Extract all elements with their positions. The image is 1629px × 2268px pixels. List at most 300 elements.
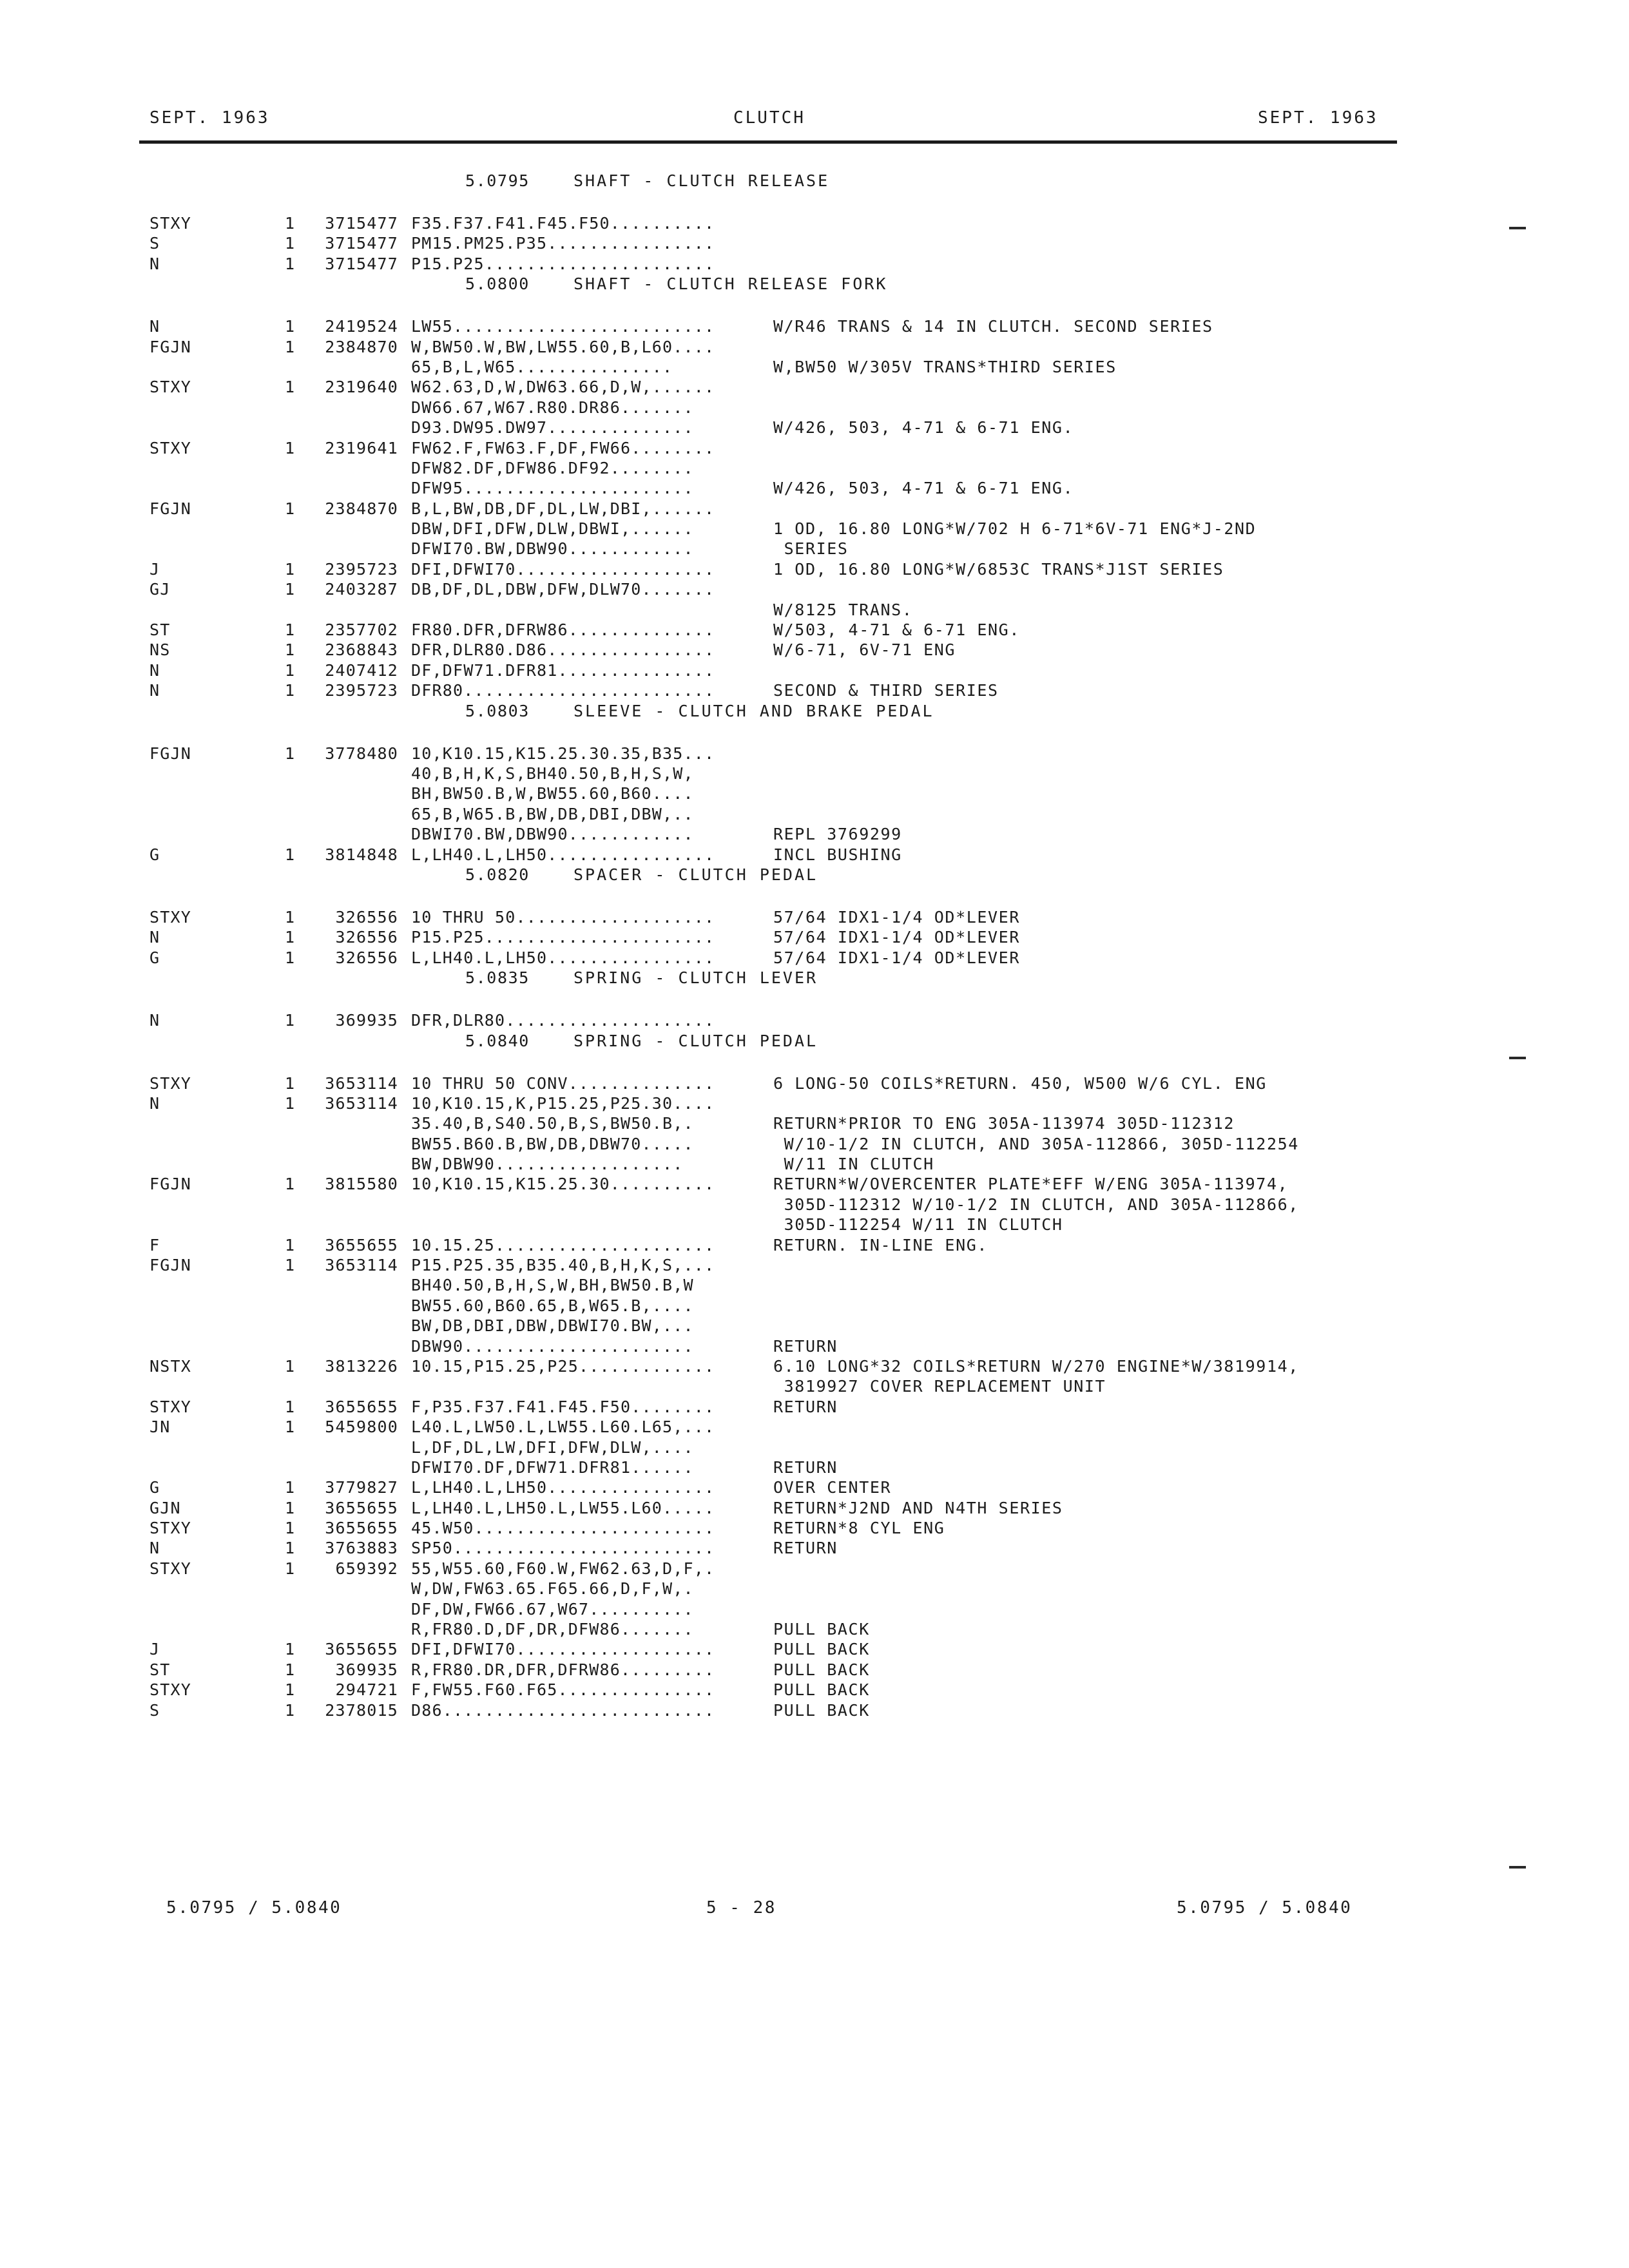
model-list: DFR,DLR80.D86................	[411, 640, 715, 660]
model-list: 10,K10.15,K,P15.25,P25.30....	[411, 1093, 715, 1113]
quantity: 1	[285, 214, 296, 233]
part-number: 369935	[335, 1660, 398, 1679]
footer-range-left: 5.0795 / 5.0840	[166, 1898, 342, 1917]
part-number: 3778480	[325, 744, 398, 763]
part-row	[149, 1417, 1438, 1437]
quantity: 1	[285, 640, 296, 660]
part-row	[149, 539, 1438, 559]
part-number: 2357702	[325, 620, 398, 640]
part-number: 3655655	[325, 1498, 398, 1517]
part-row	[149, 418, 1438, 437]
model-code: STXY	[149, 1559, 192, 1578]
model-code: NS	[149, 640, 171, 660]
part-row	[149, 927, 1438, 947]
catalog-section	[149, 968, 1438, 1030]
remarks: REPL 3769299	[773, 825, 902, 844]
remarks: PULL BACK	[773, 1660, 870, 1679]
part-row	[149, 559, 1438, 579]
remarks: 305D-112254 W/11 IN CLUTCH	[773, 1215, 1063, 1235]
model-list: DFI,DFWI70...................	[411, 1640, 715, 1659]
part-number: 294721	[335, 1680, 398, 1700]
model-code: N	[149, 681, 160, 700]
quantity: 1	[285, 681, 296, 700]
part-row	[149, 1235, 1438, 1255]
part-row	[149, 1397, 1438, 1417]
part-row	[149, 579, 1438, 599]
part-number: 369935	[335, 1011, 398, 1030]
model-list: BW,DBW90..................	[411, 1155, 684, 1174]
remarks: RETURN*PRIOR TO ENG 305A-113974 305D-112312	[773, 1114, 1235, 1133]
part-number: 3655655	[325, 1519, 398, 1538]
model-list: BW,DB,DBI,DBW,DBWI70.BW,...	[411, 1316, 694, 1336]
quantity: 1	[285, 1418, 296, 1437]
model-list: LW55.........................	[411, 317, 715, 336]
part-row	[149, 1639, 1438, 1659]
quantity: 1	[285, 1478, 296, 1497]
part-number: 3715477	[325, 214, 398, 233]
part-row	[149, 1296, 1438, 1316]
section-heading	[149, 968, 1438, 1006]
remarks: 57/64 IDX1-1/4 OD*LEVER	[773, 948, 1020, 967]
model-code: STXY	[149, 214, 192, 233]
model-list: L,DF,DL,LW,DFI,DFW,DLW,....	[411, 1437, 694, 1457]
section-heading	[149, 701, 1438, 740]
remarks: W/426, 503, 4-71 & 6-71 ENG.	[773, 479, 1074, 498]
part-row	[149, 1660, 1438, 1680]
part-row	[149, 1457, 1438, 1477]
model-list: FR80.DFR,DFRW86..............	[411, 620, 715, 640]
part-number: 3715477	[325, 254, 398, 273]
quantity: 1	[285, 845, 296, 864]
section-number: 5.0803	[465, 701, 530, 720]
quantity: 1	[285, 1660, 296, 1679]
part-number: 3763883	[325, 1539, 398, 1558]
part-row	[149, 660, 1438, 680]
model-code: ST	[149, 620, 171, 640]
model-code: STXY	[149, 1680, 192, 1700]
part-row	[149, 1619, 1438, 1639]
part-row	[149, 804, 1438, 824]
model-code: N	[149, 1093, 160, 1113]
part-row	[149, 1073, 1438, 1093]
section-number: 5.0835	[465, 968, 530, 988]
part-row	[149, 680, 1438, 700]
model-list: BW55.B60.B,BW,DB,DBW70.....	[411, 1134, 694, 1153]
remarks: W/426, 503, 4-71 & 6-71 ENG.	[773, 418, 1074, 437]
part-row	[149, 458, 1438, 478]
model-code: FGJN	[149, 337, 192, 356]
model-list: 10 THRU 50...................	[411, 907, 715, 927]
model-code: GJ	[149, 580, 171, 599]
header-rule	[139, 140, 1397, 144]
part-row	[149, 1579, 1438, 1599]
catalog-section	[149, 701, 1438, 865]
model-list: DFWI70.BW,DBW90............	[411, 539, 694, 559]
section-title-text: SHAFT - CLUTCH RELEASE	[574, 171, 830, 190]
part-row	[149, 1113, 1438, 1133]
model-list: BW55.60,B60.65,B,W65.B,....	[411, 1296, 694, 1315]
part-number: 3813226	[325, 1356, 398, 1376]
model-code: N	[149, 928, 160, 947]
part-number: 3655655	[325, 1235, 398, 1254]
model-code: N	[149, 1011, 160, 1030]
part-number: 5459800	[325, 1418, 398, 1437]
quantity: 1	[285, 948, 296, 967]
part-row	[149, 519, 1438, 539]
model-list: 10 THRU 50 CONV..............	[411, 1073, 715, 1093]
model-list: 10.15,P15.25,P25.............	[411, 1356, 715, 1376]
model-code: FGJN	[149, 1175, 192, 1194]
model-list: 10,K10.15,K15.25.30..........	[411, 1175, 715, 1194]
model-list: DFW82.DF,DFW86.DF92........	[411, 458, 694, 477]
part-row	[149, 1599, 1438, 1619]
part-row	[149, 1215, 1438, 1235]
model-code: J	[149, 559, 160, 579]
section-heading	[149, 274, 1438, 312]
remarks: INCL BUSHING	[773, 845, 902, 864]
part-number: 326556	[335, 948, 398, 967]
part-row	[149, 1316, 1438, 1336]
model-list: DFI,DFWI70...................	[411, 559, 715, 579]
part-row	[149, 357, 1438, 377]
part-row	[149, 438, 1438, 458]
part-row	[149, 1437, 1438, 1457]
model-list: P15.P25......................	[411, 928, 715, 947]
remarks: 1 OD, 16.80 LONG*W/702 H 6-71*6V-71 ENG*J-2ND	[773, 519, 1257, 539]
part-row	[149, 1356, 1438, 1376]
catalog-section	[149, 274, 1438, 700]
model-code: STXY	[149, 1397, 192, 1416]
part-number: 2384870	[325, 337, 398, 356]
remarks: PULL BACK	[773, 1700, 870, 1720]
model-list: W62.63,D,W,DW63.66,D,W,......	[411, 378, 715, 397]
margin-mark	[1509, 1057, 1526, 1059]
model-list: FW62.F,FW63.F,DF,FW66........	[411, 438, 715, 457]
quantity: 1	[285, 907, 296, 927]
part-row	[149, 1538, 1438, 1558]
model-list: DF,DFW71.DFR81...............	[411, 660, 715, 680]
part-number: 326556	[335, 928, 398, 947]
model-list: W,BW50.W,BW,LW55.60,B,L60....	[411, 337, 715, 356]
model-list: DF,DW,FW66.67,W67..........	[411, 1599, 694, 1619]
model-code: FGJN	[149, 744, 192, 763]
quantity: 1	[285, 1093, 296, 1113]
remarks: W/6-71, 6V-71 ENG	[773, 640, 956, 660]
part-row	[149, 1174, 1438, 1194]
part-row	[149, 1093, 1438, 1113]
part-row	[149, 398, 1438, 418]
remarks: RETURN*W/OVERCENTER PLATE*EFF W/ENG 305A-113974,	[773, 1175, 1289, 1194]
quantity: 1	[285, 1256, 296, 1275]
quantity: 1	[285, 1640, 296, 1659]
model-list: B,L,BW,DB,DF,DL,LW,DBI,......	[411, 499, 715, 518]
model-list: R,FR80.D,DF,DR,DFW86.......	[411, 1620, 694, 1639]
model-code: STXY	[149, 378, 192, 397]
model-code: ST	[149, 1660, 171, 1679]
model-list: W,DW,FW63.65.F65.66,D,F,W,.	[411, 1579, 694, 1599]
model-list: F35.F37.F41.F45.F50..........	[411, 214, 715, 233]
model-list: P15.P25.35,B35.40,B,H,K,S,...	[411, 1256, 715, 1275]
part-number: 2384870	[325, 499, 398, 518]
part-row	[149, 744, 1438, 764]
quantity: 1	[285, 499, 296, 518]
part-row	[149, 1154, 1438, 1174]
model-list: 55,W55.60,F60.W,FW62.63,D,F,.	[411, 1559, 715, 1578]
remarks: PULL BACK	[773, 1620, 870, 1639]
model-code: G	[149, 845, 160, 864]
footer-range-right: 5.0795 / 5.0840	[1177, 1898, 1353, 1917]
margin-mark	[1509, 227, 1526, 229]
part-row	[149, 254, 1438, 274]
quantity: 1	[285, 1700, 296, 1720]
model-code: N	[149, 254, 160, 273]
quantity: 1	[285, 254, 296, 273]
quantity: 1	[285, 1498, 296, 1517]
quantity: 1	[285, 580, 296, 599]
model-list: DBW,DFI,DFW,DLW,DBWI,......	[411, 519, 694, 539]
model-list: 40,B,H,K,S,BH40.50,B,H,S,W,	[411, 764, 694, 783]
model-code: STXY	[149, 1519, 192, 1538]
model-code: FGJN	[149, 499, 192, 518]
quantity: 1	[285, 378, 296, 397]
part-row	[149, 1134, 1438, 1154]
part-number: 2403287	[325, 580, 398, 599]
part-number: 2419524	[325, 317, 398, 336]
model-list: L,LH40.L,LH50................	[411, 1478, 715, 1497]
part-row	[149, 1518, 1438, 1538]
quantity: 1	[285, 1356, 296, 1376]
quantity: 1	[285, 559, 296, 579]
part-row	[149, 1700, 1438, 1720]
part-number: 2378015	[325, 1700, 398, 1720]
model-list: D93.DW95.DW97..............	[411, 418, 694, 437]
quantity: 1	[285, 1539, 296, 1558]
quantity: 1	[285, 1559, 296, 1578]
model-code: S	[149, 1700, 160, 1720]
part-row	[149, 640, 1438, 660]
part-number: 3653114	[325, 1093, 398, 1113]
header-title: CLUTCH	[733, 108, 805, 128]
part-number: 3715477	[325, 234, 398, 253]
model-code: STXY	[149, 907, 192, 927]
quantity: 1	[285, 1397, 296, 1416]
quantity: 1	[285, 1519, 296, 1538]
model-code: G	[149, 948, 160, 967]
part-row	[149, 1275, 1438, 1295]
remarks: SERIES	[773, 539, 849, 559]
remarks: RETURN*8 CYL ENG	[773, 1519, 945, 1538]
model-list: P15.P25......................	[411, 254, 715, 273]
section-heading	[149, 865, 1438, 903]
model-list: 45.W50.......................	[411, 1519, 715, 1538]
part-number: 2319641	[325, 438, 398, 457]
part-row	[149, 1498, 1438, 1518]
model-code: JN	[149, 1418, 171, 1437]
model-list: L40.L,LW50.L,LW55.L60.L65,...	[411, 1418, 715, 1437]
part-number: 2407412	[325, 660, 398, 680]
remarks: 3819927 COVER REPLACEMENT UNIT	[773, 1377, 1106, 1396]
quantity: 1	[285, 660, 296, 680]
remarks: 1 OD, 16.80 LONG*W/6853C TRANS*J1ST SERIES	[773, 559, 1224, 579]
remarks: W/10-1/2 IN CLUTCH, AND 305A-112866, 305D-112254	[773, 1134, 1299, 1153]
model-code: NSTX	[149, 1356, 192, 1376]
remarks: W,BW50 W/305V TRANS*THIRD SERIES	[773, 357, 1117, 376]
model-list: F,P35.F37.F41.F45.F50........	[411, 1397, 715, 1416]
model-list: DW66.67,W67.R80.DR86.......	[411, 398, 694, 417]
part-row	[149, 845, 1438, 865]
part-number: 3653114	[325, 1256, 398, 1275]
model-list: 10,K10.15,K15.25.30.35,B35...	[411, 744, 715, 763]
part-number: 3653114	[325, 1073, 398, 1093]
model-list: R,FR80.DR,DFR,DFRW86.........	[411, 1660, 715, 1679]
catalog-section	[149, 1031, 1438, 1721]
remarks: SECOND & THIRD SERIES	[773, 681, 999, 700]
model-code: G	[149, 1478, 160, 1497]
part-row	[149, 1255, 1438, 1275]
part-row	[149, 1010, 1438, 1030]
catalog-section	[149, 865, 1438, 968]
quantity: 1	[285, 1680, 296, 1700]
part-number: 3815580	[325, 1175, 398, 1194]
header-date-left: SEPT. 1963	[149, 108, 270, 128]
section-title-text: SLEEVE - CLUTCH AND BRAKE PEDAL	[574, 701, 934, 720]
model-list: D86..........................	[411, 1700, 715, 1720]
model-list: DBW90......................	[411, 1336, 694, 1356]
section-title-text: SHAFT - CLUTCH RELEASE FORK	[574, 274, 888, 294]
part-row	[149, 213, 1438, 233]
catalog-section	[149, 171, 1438, 274]
part-row	[149, 1195, 1438, 1215]
part-number: 3814848	[325, 845, 398, 864]
remarks: RETURN*J2ND AND N4TH SERIES	[773, 1498, 1063, 1517]
part-row	[149, 478, 1438, 498]
model-code: STXY	[149, 438, 192, 457]
model-list: 10.15.25.....................	[411, 1235, 715, 1254]
model-code: FGJN	[149, 1256, 192, 1275]
remarks: 57/64 IDX1-1/4 OD*LEVER	[773, 907, 1020, 927]
section-title-text: SPRING - CLUTCH PEDAL	[574, 1031, 818, 1050]
model-list: 65,B,L,W65...............	[411, 357, 673, 376]
model-list: L,LH40.L,LH50................	[411, 948, 715, 967]
part-row	[149, 233, 1438, 253]
section-title-text: SPACER - CLUTCH PEDAL	[574, 865, 818, 884]
quantity: 1	[285, 744, 296, 763]
model-code: N	[149, 317, 160, 336]
section-heading	[149, 1031, 1438, 1070]
part-row	[149, 600, 1438, 620]
model-list: DB,DF,DL,DBW,DFW,DLW70.......	[411, 580, 715, 599]
part-row	[149, 377, 1438, 397]
header-date-right: SEPT. 1963	[1258, 108, 1378, 128]
remarks: RETURN. IN-LINE ENG.	[773, 1235, 988, 1254]
model-list: PM15.PM25.P35................	[411, 234, 715, 253]
part-row	[149, 1680, 1438, 1700]
quantity: 1	[285, 234, 296, 253]
remarks: RETURN	[773, 1336, 838, 1356]
model-list: BH40.50,B,H,S,W,BH,BW50.B,W	[411, 1276, 694, 1295]
quantity: 1	[285, 1175, 296, 1194]
part-row	[149, 337, 1438, 357]
part-number: 2319640	[325, 378, 398, 397]
part-number: 2395723	[325, 681, 398, 700]
section-number: 5.0840	[465, 1031, 530, 1050]
part-row	[149, 499, 1438, 519]
model-code: STXY	[149, 1073, 192, 1093]
quantity: 1	[285, 337, 296, 356]
remarks: W/11 IN CLUTCH	[773, 1155, 934, 1174]
part-row	[149, 783, 1438, 803]
section-number: 5.0795	[465, 171, 530, 190]
part-row	[149, 907, 1438, 927]
model-list: DFWI70.DF,DFW71.DFR81......	[411, 1457, 694, 1477]
quantity: 1	[285, 620, 296, 640]
model-list: F,FW55.F60.F65...............	[411, 1680, 715, 1700]
remarks: W/R46 TRANS & 14 IN CLUTCH. SECOND SERIES	[773, 317, 1213, 336]
model-list: DFR80........................	[411, 681, 715, 700]
section-heading	[149, 171, 1438, 209]
part-row	[149, 1376, 1438, 1396]
remarks: 305D-112312 W/10-1/2 IN CLUTCH, AND 305A-112866,	[773, 1195, 1299, 1214]
part-row	[149, 824, 1438, 844]
model-code: S	[149, 234, 160, 253]
part-number: 2368843	[325, 640, 398, 660]
model-list: BH,BW50.B,W,BW55.60,B60....	[411, 784, 694, 803]
quantity: 1	[285, 928, 296, 947]
model-list: 35.40,B,S40.50,B,S,BW50.B,.	[411, 1114, 694, 1133]
model-code: N	[149, 660, 160, 680]
section-number: 5.0820	[465, 865, 530, 884]
part-number: 3655655	[325, 1397, 398, 1416]
part-number: 3779827	[325, 1478, 398, 1497]
remarks: 57/64 IDX1-1/4 OD*LEVER	[773, 928, 1020, 947]
quantity: 1	[285, 1011, 296, 1030]
model-code: J	[149, 1640, 160, 1659]
part-row	[149, 948, 1438, 968]
quantity: 1	[285, 1073, 296, 1093]
part-row	[149, 620, 1438, 640]
remarks: OVER CENTER	[773, 1478, 892, 1497]
remarks: RETURN	[773, 1397, 838, 1416]
remarks: RETURN	[773, 1539, 838, 1558]
part-number: 326556	[335, 907, 398, 927]
part-row	[149, 1559, 1438, 1579]
part-row	[149, 1477, 1438, 1497]
section-number: 5.0800	[465, 274, 530, 294]
remarks: PULL BACK	[773, 1680, 870, 1700]
part-number: 659392	[335, 1559, 398, 1578]
quantity: 1	[285, 1235, 296, 1254]
model-list: L,LH40.L,LH50................	[411, 845, 715, 864]
model-list: L,LH40.L,LH50.L,LW55.L60.....	[411, 1498, 715, 1517]
section-title-text: SPRING - CLUTCH LEVER	[574, 968, 818, 988]
model-list: DFR,DLR80....................	[411, 1011, 715, 1030]
part-row	[149, 764, 1438, 783]
remarks: 6.10 LONG*32 COILS*RETURN W/270 ENGINE*W/3819914,	[773, 1356, 1299, 1376]
part-number: 3655655	[325, 1640, 398, 1659]
remarks: 6 LONG-50 COILS*RETURN. 450, W500 W/6 CYL. ENG	[773, 1073, 1267, 1093]
model-code: F	[149, 1235, 160, 1254]
model-list: DFW95......................	[411, 479, 694, 498]
remarks: W/503, 4-71 & 6-71 ENG.	[773, 620, 1020, 640]
page-number: 5 - 28	[706, 1898, 776, 1917]
model-list: SP50.........................	[411, 1539, 715, 1558]
parts-listing	[149, 171, 1438, 1720]
remarks: PULL BACK	[773, 1640, 870, 1659]
model-list: 65,B,W65.B,BW,DB,DBI,DBW,..	[411, 804, 694, 823]
quantity: 1	[285, 438, 296, 457]
remarks: RETURN	[773, 1457, 838, 1477]
part-number: 2395723	[325, 559, 398, 579]
